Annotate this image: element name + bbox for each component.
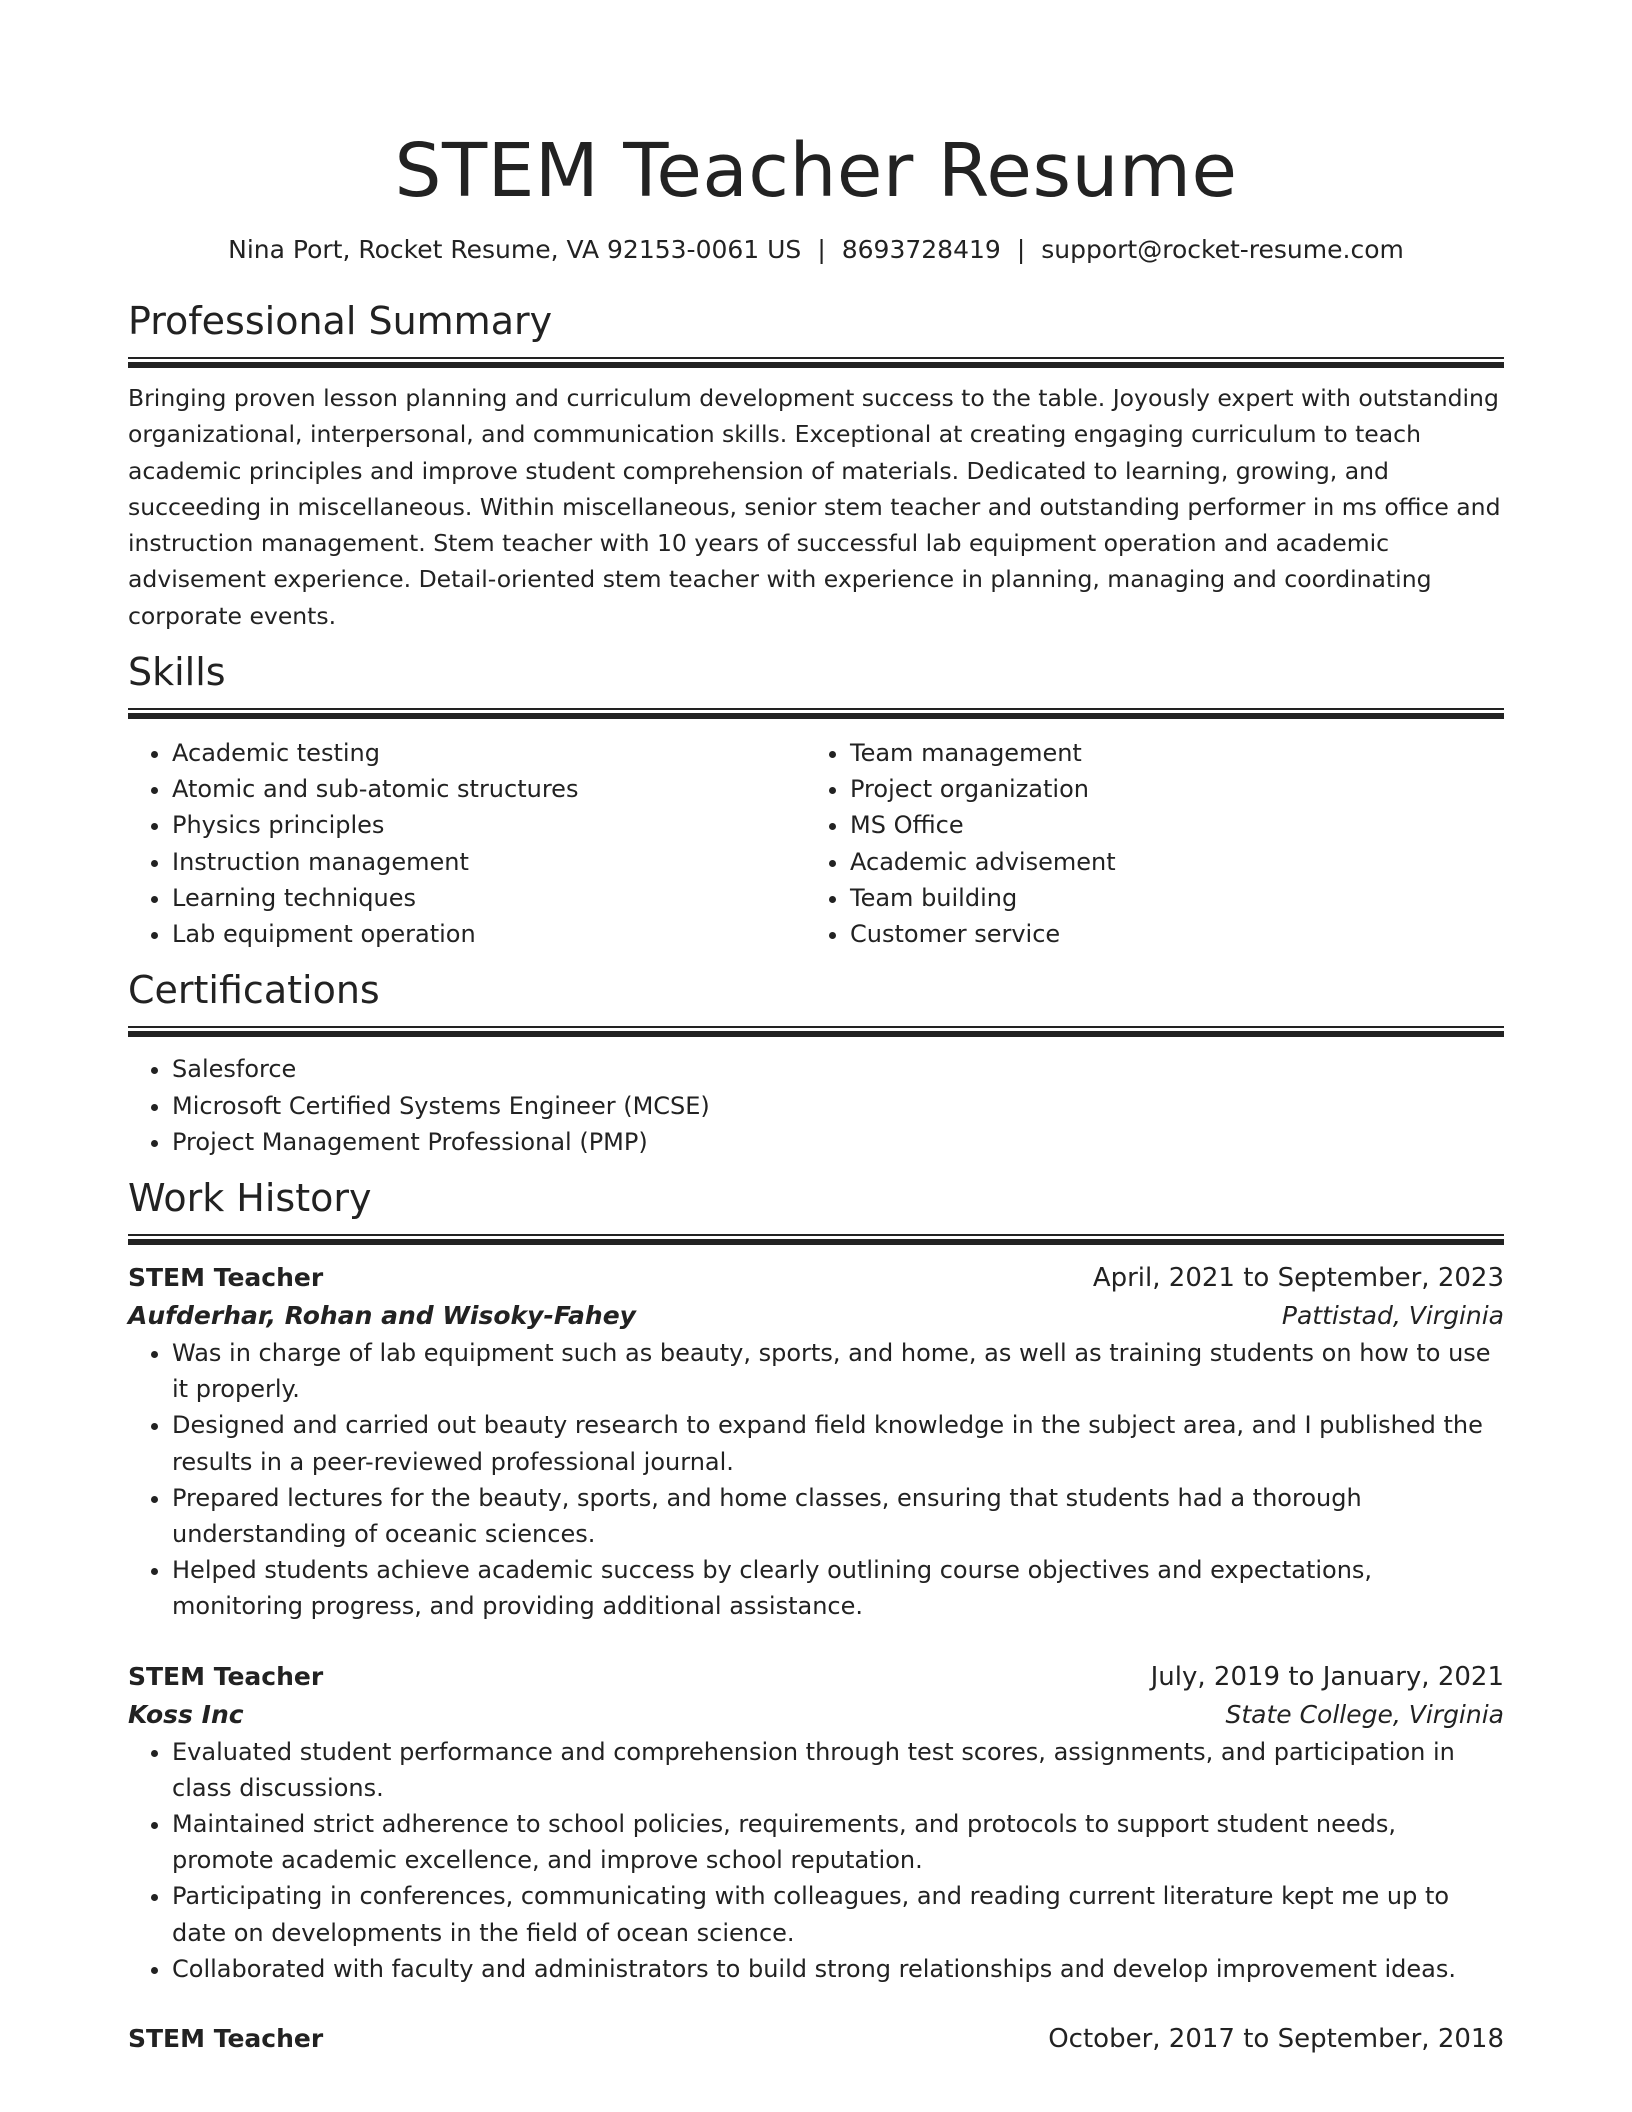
section-divider bbox=[128, 1026, 1504, 1037]
section-heading-skills: Skills bbox=[128, 650, 226, 695]
contact-line bbox=[128, 233, 1504, 267]
job-bullet: • Was in charge of lab equipment such as beauty, sports, and home, as well as training students on how to use it properly. bbox=[172, 1335, 1504, 1407]
skill-item: • Physics principles bbox=[172, 807, 806, 843]
section-heading-work-history: Work History bbox=[128, 1175, 372, 1220]
job-subheader bbox=[128, 1297, 1504, 1335]
skill-item: • Learning techniques bbox=[172, 880, 806, 916]
job-header bbox=[128, 1259, 1504, 1297]
skills-grid bbox=[128, 735, 1504, 952]
job-bullet: • Prepared lectures for the beauty, sports, and home classes, ensuring that students had a thorough understanding of oceanic sciences. bbox=[172, 1480, 1504, 1552]
certifications-list bbox=[128, 1051, 1504, 1160]
section-heading-certifications: Certifications bbox=[128, 968, 380, 1013]
job-title: STEM Teacher bbox=[128, 1661, 324, 1691]
contact-phone: 8693728419 bbox=[841, 235, 1001, 264]
section-divider bbox=[128, 357, 1504, 368]
job-dates: April, 2021 to September, 2023 bbox=[1092, 1262, 1504, 1293]
job-bullet-list bbox=[128, 1734, 1504, 1987]
certification-item: • Salesforce bbox=[172, 1051, 1504, 1087]
job-company: Aufderhar, Rohan and Wisoky-Fahey bbox=[128, 1300, 636, 1330]
skill-item: • Academic advisement bbox=[850, 844, 1484, 880]
job-bullet: • Evaluated student performance and comprehension through test scores, assignments, and participation in class discussions. bbox=[172, 1734, 1504, 1806]
contact-address: Nina Port, Rocket Resume, VA 92153-0061 US bbox=[228, 235, 802, 264]
job-header bbox=[128, 1658, 1504, 1696]
work-history-section bbox=[128, 1174, 1504, 2058]
job-entry bbox=[128, 1658, 1504, 1987]
job-bullet: • Designed and carried out beauty research to expand field knowledge in the subject area, and I published the results in a peer-reviewed professional journal. bbox=[172, 1407, 1504, 1479]
skill-item: • Atomic and sub-atomic structures bbox=[172, 771, 806, 807]
job-title: STEM Teacher bbox=[128, 1262, 324, 1292]
job-entry bbox=[128, 1259, 1504, 1625]
job-company: Koss Inc bbox=[128, 1699, 244, 1729]
job-bullet: • Participating in conferences, communicating with colleagues, and reading current literature kept me up to date on developments in the field of ocean science. bbox=[172, 1878, 1504, 1950]
job-bullet: • Helped students achieve academic success by clearly outlining course objectives and expectations, monitoring progress, and providing additional assistance. bbox=[172, 1552, 1504, 1624]
skill-item: • Customer service bbox=[850, 916, 1484, 952]
certifications-section bbox=[128, 966, 1504, 1160]
job-location: State College, Virginia bbox=[1225, 1699, 1504, 1729]
job-title: STEM Teacher bbox=[128, 2023, 324, 2053]
job-subheader bbox=[128, 1696, 1504, 1734]
contact-email[interactable]: support@rocket-resume.com bbox=[1041, 235, 1404, 264]
job-bullet: • Maintained strict adherence to school policies, requirements, and protocols to support student needs, promote academic excellence, and improve school reputation. bbox=[172, 1806, 1504, 1878]
job-dates: October, 2017 to September, 2018 bbox=[1048, 2023, 1504, 2054]
section-divider bbox=[128, 708, 1504, 719]
skills-column-left bbox=[128, 735, 806, 952]
skill-item: • Team management bbox=[850, 735, 1484, 771]
skill-item: • MS Office bbox=[850, 807, 1484, 843]
job-header bbox=[128, 2020, 1504, 2058]
job-bullet-list bbox=[128, 1335, 1504, 1625]
skill-item: • Academic testing bbox=[172, 735, 806, 771]
job-dates: July, 2019 to January, 2021 bbox=[1150, 1661, 1504, 1692]
job-bullet: • Collaborated with faculty and administrators to build strong relationships and develop improvement ideas. bbox=[172, 1951, 1504, 1987]
skill-item: • Lab equipment operation bbox=[172, 916, 806, 952]
skills-column-right bbox=[806, 735, 1484, 952]
resume-title: STEM Teacher Resume bbox=[394, 128, 1238, 214]
resume-page bbox=[128, 0, 1504, 2058]
skill-item: • Team building bbox=[850, 880, 1484, 916]
skills-section bbox=[128, 648, 1504, 952]
job-location: Pattistad, Virginia bbox=[1281, 1300, 1504, 1330]
section-divider bbox=[128, 1234, 1504, 1245]
skill-item: • Instruction management bbox=[172, 844, 806, 880]
summary-text: Bringing proven lesson planning and curriculum development success to the table. Joyously expert with outstanding organizational, interpersonal, and communication skills. Exceptional at creating engaging curriculum to teach academic principles and improve student comprehension of materials. Dedicated to learning, growing, and succeeding in miscellaneous. Within miscellaneous, senior stem teacher and outstanding performer in ms office and instruction management. Stem teacher with 10 years of successful lab equipment operation and academic advisement experience. Detail-oriented stem teacher with experience in planning, managing and coordinating corporate events. bbox=[128, 384, 1501, 630]
certification-item: • Project Management Professional (PMP) bbox=[172, 1124, 1504, 1160]
certification-item: • Microsoft Certified Systems Engineer (MCSE) bbox=[172, 1088, 1504, 1124]
contact-separator: | bbox=[1016, 235, 1026, 264]
skill-item: • Project organization bbox=[850, 771, 1484, 807]
section-heading-summary: Professional Summary bbox=[128, 299, 553, 343]
contact-separator: | bbox=[817, 235, 826, 264]
summary-section bbox=[128, 297, 1504, 634]
job-entry bbox=[128, 2020, 1504, 2058]
